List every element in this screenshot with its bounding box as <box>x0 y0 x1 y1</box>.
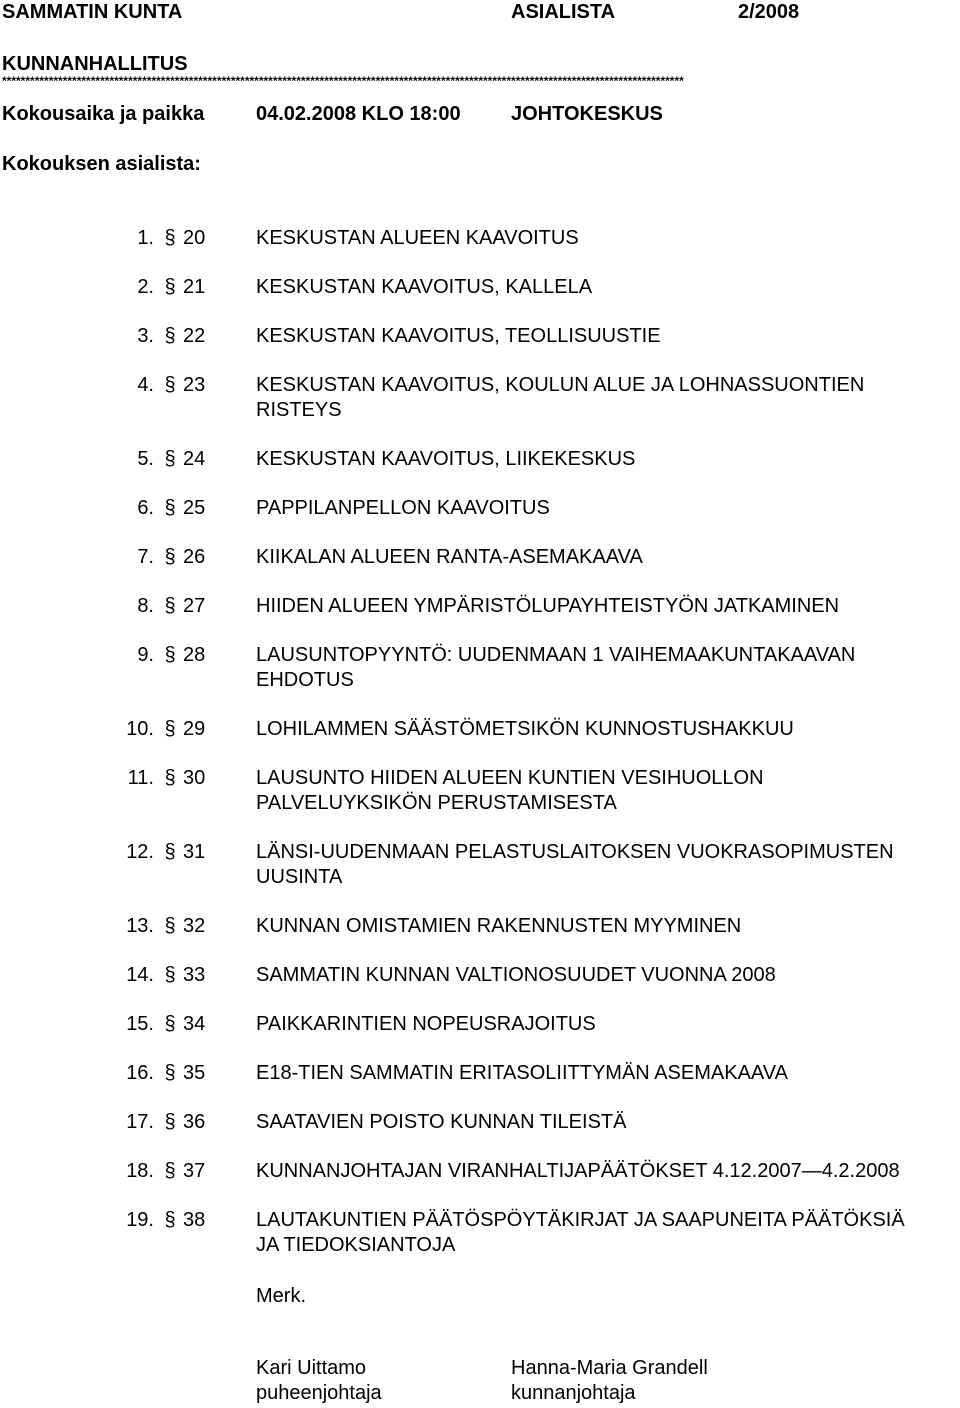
remarks-label: Merk. <box>256 1285 306 1307</box>
agenda-item <box>0 1110 960 1135</box>
agenda-item-paragraph: 34 <box>183 1013 206 1035</box>
section-symbol: § <box>164 964 176 986</box>
agenda-item-number: 13. <box>126 915 154 937</box>
agenda-item-paragraph: 22 <box>183 325 206 347</box>
agenda-item-number: 12. <box>126 841 154 863</box>
agenda-item-number: 4. <box>137 374 154 396</box>
agenda-item-paragraph: 20 <box>183 227 206 249</box>
agenda-item-paragraph: 21 <box>183 276 206 298</box>
agenda-item-title <box>256 1061 960 1086</box>
agenda-item <box>0 717 960 742</box>
agenda-item-title-line: LAUSUNTOPYYNTÖ: UUDENMAAN 1 VAIHEMAAKUNTAKAAVAN <box>256 644 856 666</box>
agenda-item-title <box>256 545 960 570</box>
agenda-item <box>0 373 960 423</box>
agenda-item-paragraph: 30 <box>183 767 206 789</box>
agenda-item-number: 2. <box>137 276 154 298</box>
agenda-item <box>0 914 960 939</box>
agenda-item-title-line: LOHILAMMEN SÄÄSTÖMETSIKÖN KUNNOSTUSHAKKUU <box>256 718 794 740</box>
agenda-label: Kokouksen asialista: <box>2 153 201 175</box>
document-type: ASIALISTA <box>511 1 616 23</box>
agenda-item-title <box>256 963 960 988</box>
agenda-item-title-line: LAUTAKUNTIEN PÄÄTÖSPÖYTÄKIRJAT JA SAAPUNEITA PÄÄTÖKSIÄ <box>256 1209 905 1231</box>
agenda-item-number: 11. <box>127 767 154 789</box>
agenda-item-title-line: PAPPILANPELLON KAAVOITUS <box>256 497 550 519</box>
agenda-item-title <box>256 447 960 472</box>
agenda-item-title-line: KESKUSTAN KAAVOITUS, LIIKEKESKUS <box>256 448 636 470</box>
agenda-item-paragraph: 23 <box>183 374 206 396</box>
agenda-item-paragraph: 27 <box>183 595 206 617</box>
section-symbol: § <box>164 767 176 789</box>
agenda-item-title <box>256 766 960 816</box>
agenda-item-title <box>256 496 960 521</box>
agenda-item-title <box>256 1110 960 1135</box>
agenda-item-number: 19. <box>126 1209 154 1231</box>
agenda-item <box>0 447 960 472</box>
section-symbol: § <box>164 1209 176 1231</box>
agenda-item-title <box>256 717 960 742</box>
agenda-item-title <box>256 594 960 619</box>
section-symbol: § <box>164 448 176 470</box>
agenda-item-paragraph: 24 <box>183 448 206 470</box>
section-symbol: § <box>164 374 176 396</box>
agenda-item <box>0 594 960 619</box>
agenda-item-number: 8. <box>137 595 154 617</box>
agenda-item-number: 18. <box>126 1160 154 1182</box>
agenda-item-title <box>256 373 960 423</box>
agenda-item-paragraph: 36 <box>183 1111 206 1133</box>
section-symbol: § <box>164 325 176 347</box>
agenda-item <box>0 1061 960 1086</box>
agenda-item-number: 10. <box>126 718 154 740</box>
agenda-item-title-line: E18-TIEN SAMMATIN ERITASOLIITTYMÄN ASEMAKAAVA <box>256 1062 788 1084</box>
agenda-item <box>0 963 960 988</box>
agenda-item-title <box>256 914 960 939</box>
agenda-item-paragraph: 26 <box>183 546 206 568</box>
agenda-item-paragraph: 38 <box>183 1209 206 1231</box>
section-symbol: § <box>164 718 176 740</box>
agenda-item-title-line: EHDOTUS <box>256 669 354 691</box>
section-symbol: § <box>164 595 176 617</box>
agenda-item <box>0 545 960 570</box>
agenda-item-title-line: KESKUSTAN KAAVOITUS, KALLELA <box>256 276 593 298</box>
agenda-list <box>0 226 960 1282</box>
meeting-place: JOHTOKESKUS <box>511 103 663 125</box>
section-symbol: § <box>164 1111 176 1133</box>
agenda-item-paragraph: 35 <box>183 1062 206 1084</box>
section-symbol: § <box>164 915 176 937</box>
governing-body: KUNNANHALLITUS <box>2 53 188 75</box>
separator-stars: ************************************************************************************************************************************************** <box>2 74 684 88</box>
agenda-item-number: 15. <box>126 1013 154 1035</box>
signatory-manager-role: kunnanjohtaja <box>511 1382 636 1404</box>
agenda-item-title-line: PALVELUYKSIKÖN PERUSTAMISESTA <box>256 792 617 814</box>
signatory-chair-role: puheenjohtaja <box>256 1382 382 1404</box>
agenda-item-title-line: SAATAVIEN POISTO KUNNAN TILEISTÄ <box>256 1111 627 1133</box>
agenda-item <box>0 840 960 890</box>
agenda-item-paragraph: 25 <box>183 497 206 519</box>
section-symbol: § <box>164 546 176 568</box>
municipality-name: SAMMATIN KUNTA <box>2 1 183 23</box>
meeting-time: 04.02.2008 KLO 18:00 <box>256 103 461 125</box>
agenda-item-paragraph: 33 <box>183 964 206 986</box>
agenda-item-title-line: KIIKALAN ALUEEN RANTA-ASEMAKAAVA <box>256 546 643 568</box>
agenda-item-number: 6. <box>137 497 154 519</box>
agenda-item-paragraph: 37 <box>183 1160 206 1182</box>
agenda-item-title <box>256 275 960 300</box>
agenda-item-title <box>256 1159 960 1184</box>
section-symbol: § <box>164 1013 176 1035</box>
agenda-item-paragraph: 31 <box>183 841 206 863</box>
agenda-item-number: 3. <box>137 325 154 347</box>
agenda-item <box>0 1012 960 1037</box>
agenda-item <box>0 324 960 349</box>
agenda-item-number: 7. <box>137 546 154 568</box>
section-symbol: § <box>164 1160 176 1182</box>
agenda-item-paragraph: 28 <box>183 644 206 666</box>
meeting-label: Kokousaika ja paikka <box>2 103 205 125</box>
agenda-item-number: 5. <box>137 448 154 470</box>
section-symbol: § <box>164 227 176 249</box>
agenda-item <box>0 226 960 251</box>
agenda-item-number: 14. <box>126 964 154 986</box>
agenda-item-paragraph: 29 <box>183 718 206 740</box>
agenda-item-title <box>256 643 960 693</box>
agenda-item-title-line: KESKUSTAN KAAVOITUS, KOULUN ALUE JA LOHNASSUONTIEN <box>256 374 865 396</box>
agenda-item-title-line: KESKUSTAN KAAVOITUS, TEOLLISUUSTIE <box>256 325 661 347</box>
agenda-item-title <box>256 324 960 349</box>
agenda-item-title-line: PAIKKARINTIEN NOPEUSRAJOITUS <box>256 1013 596 1035</box>
section-symbol: § <box>164 644 176 666</box>
agenda-item-title-line: UUSINTA <box>256 866 343 888</box>
signatory-manager-name: Hanna-Maria Grandell <box>511 1357 708 1379</box>
agenda-item-number: 16. <box>126 1062 154 1084</box>
section-symbol: § <box>164 497 176 519</box>
agenda-item-title <box>256 1208 960 1258</box>
agenda-item-title-line: KUNNAN OMISTAMIEN RAKENNUSTEN MYYMINEN <box>256 915 742 937</box>
agenda-item-title <box>256 1012 960 1037</box>
section-symbol: § <box>164 276 176 298</box>
agenda-item-title <box>256 226 960 251</box>
agenda-item-number: 9. <box>137 644 154 666</box>
agenda-item-title-line: SAMMATIN KUNNAN VALTIONOSUUDET VUONNA 2008 <box>256 964 776 986</box>
agenda-item <box>0 766 960 816</box>
agenda-item <box>0 1208 960 1258</box>
agenda-item-title-line: JA TIEDOKSIANTOJA <box>256 1234 456 1256</box>
agenda-item-title-line: RISTEYS <box>256 399 342 421</box>
agenda-item-title-line: HIIDEN ALUEEN YMPÄRISTÖLUPAYHTEISTYÖN JATKAMINEN <box>256 595 840 617</box>
agenda-item <box>0 643 960 693</box>
agenda-item <box>0 275 960 300</box>
agenda-item <box>0 1159 960 1184</box>
agenda-item-title-line: LÄNSI-UUDENMAAN PELASTUSLAITOKSEN VUOKRASOPIMUSTEN <box>256 841 894 863</box>
agenda-item-paragraph: 32 <box>183 915 206 937</box>
agenda-item-number: 1. <box>137 227 154 249</box>
section-symbol: § <box>164 841 176 863</box>
section-symbol: § <box>164 1062 176 1084</box>
agenda-item <box>0 496 960 521</box>
document-number: 2/2008 <box>738 1 800 23</box>
agenda-item-title-line: LAUSUNTO HIIDEN ALUEEN KUNTIEN VESIHUOLLON <box>256 767 764 789</box>
agenda-item-title-line: KUNNANJOHTAJAN VIRANHALTIJAPÄÄTÖKSET 4.12.2007—4.2.2008 <box>256 1160 900 1182</box>
agenda-item-title-line: KESKUSTAN ALUEEN KAAVOITUS <box>256 227 579 249</box>
agenda-item-title <box>256 840 960 890</box>
signatory-chair-name: Kari Uittamo <box>256 1357 367 1379</box>
agenda-item-number: 17. <box>126 1111 154 1133</box>
